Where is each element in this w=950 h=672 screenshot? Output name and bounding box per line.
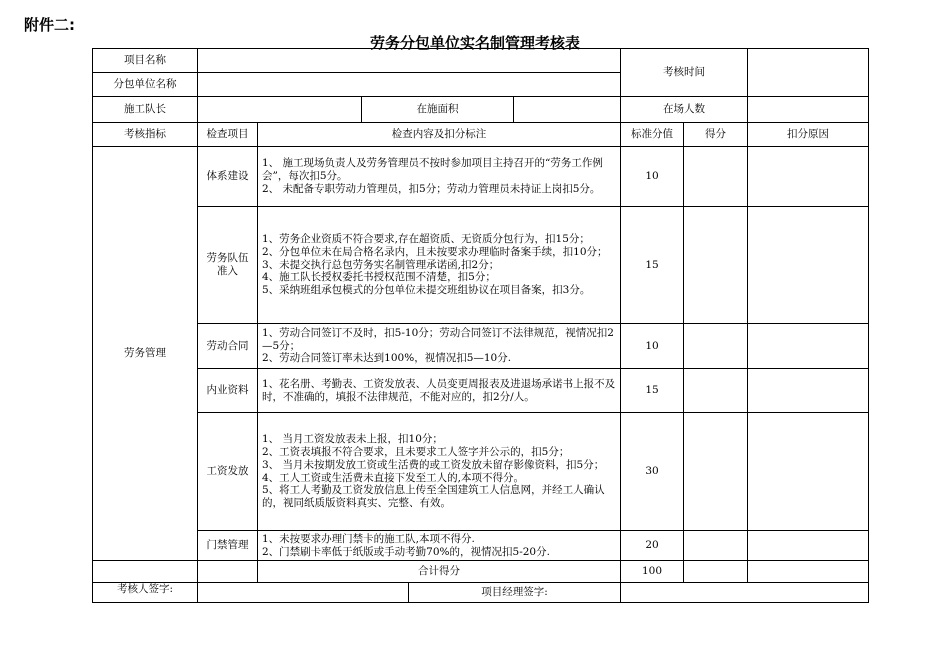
total-row xyxy=(93,561,869,583)
score-field[interactable] xyxy=(684,147,748,207)
col-reason: 扣分原因 xyxy=(748,123,869,147)
total-value: 100 xyxy=(621,561,684,583)
sub-unit-label: 分包单位名称 xyxy=(93,73,198,97)
content-line: 5、将工人考勤及工资发放信息上传至全国建筑工人信息网，并经工人确认的，视同纸质版资料真实、完整、有效。 xyxy=(262,484,605,510)
standard-cell: 30 xyxy=(621,413,684,531)
pm-sign-label: 项目经理签字: xyxy=(409,583,621,603)
content-line: 1、未按要求办理门禁卡的施工队,本项不得分. xyxy=(262,532,475,545)
content-cell xyxy=(258,531,621,561)
table-row xyxy=(93,324,869,369)
assess-time-label: 考核时间 xyxy=(621,49,748,97)
total-score-field[interactable] xyxy=(684,561,748,583)
content-line: 2、工资表填报不符合要求，且未要求工人签字并公示的，扣5分； xyxy=(262,445,570,458)
total-reason-field[interactable] xyxy=(748,561,869,583)
assessor-sign-label: 考核人签字: xyxy=(93,583,198,603)
content-line: 1、 当月工资发放表未上报，扣10分； xyxy=(262,433,443,446)
form-title: 劳务分包单位实名制管理考核表 xyxy=(369,34,580,52)
reason-field[interactable] xyxy=(748,147,869,207)
construction-area-field[interactable] xyxy=(514,97,621,123)
content-line: 2、分包单位未在局合格名录内，且未按要求办理临时备案手续，扣10分； xyxy=(262,245,608,258)
standard-cell: 20 xyxy=(621,531,684,561)
team-leader-label: 施工队长 xyxy=(93,97,198,123)
reason-field[interactable] xyxy=(748,324,869,369)
table-row xyxy=(93,413,869,531)
content-cell xyxy=(258,413,621,531)
reason-field[interactable] xyxy=(748,369,869,413)
content-line: 2、劳动合同签订率未达到100%，视情况扣5—10分. xyxy=(262,352,512,365)
content-line: 1、劳务企业资质不符合要求,存在超资质、无资质分包行为，扣15分； xyxy=(262,233,590,245)
project-name-label: 项目名称 xyxy=(93,49,198,73)
project-name-field[interactable] xyxy=(198,49,621,73)
total-blank xyxy=(93,561,198,583)
item-cell: 门禁管理 xyxy=(198,531,258,561)
score-field[interactable] xyxy=(684,531,748,561)
team-leader-field[interactable] xyxy=(198,97,362,123)
assess-time-field[interactable] xyxy=(748,49,869,97)
standard-cell: 10 xyxy=(621,324,684,369)
assessor-sign-field[interactable] xyxy=(198,583,409,603)
reason-field[interactable] xyxy=(748,207,869,324)
score-field[interactable] xyxy=(684,413,748,531)
content-line: 1、花名册、考勤表、工资发放表、人员变更周报表及进退场承诺书上报不及时，不准确的，填报不法律规范，不能对应的，扣2分/人。 xyxy=(262,377,616,403)
item-cell: 内业资料 xyxy=(198,369,258,413)
item-cell: 工资发放 xyxy=(198,413,258,531)
construction-area-label: 在施面积 xyxy=(362,97,514,123)
item-cell: 劳务队伍准入 xyxy=(198,207,258,324)
signature-row xyxy=(93,583,869,603)
table-row xyxy=(93,369,869,413)
onsite-count-label: 在场人数 xyxy=(621,97,748,123)
standard-cell: 10 xyxy=(621,147,684,207)
content-cell xyxy=(258,369,621,413)
content-cell xyxy=(258,207,621,324)
table-row xyxy=(93,147,869,207)
score-field[interactable] xyxy=(684,324,748,369)
content-line: 1、 施工现场负责人及劳务管理员不按时参加项目主持召开的“劳务工作例会”，每次扣5分。 xyxy=(262,157,603,183)
indicator-cell: 劳务管理 xyxy=(93,147,198,561)
content-line: 4、施工队长授权委托书授权范围不清楚，扣5分； xyxy=(262,271,496,284)
total-blank xyxy=(198,561,258,583)
total-label: 合计得分 xyxy=(258,561,621,583)
col-indicator: 考核指标 xyxy=(93,123,198,147)
standard-cell: 15 xyxy=(621,207,684,324)
content-line: 4、工人工资或生活费未直接下发至工人的,本项不得分。 xyxy=(262,471,525,484)
sub-unit-field[interactable] xyxy=(198,73,621,97)
content-line: 3、未提交执行总包劳务实名制管理承诺函,扣2分； xyxy=(262,258,500,271)
content-line: 3、 当月未按期发放工资或生活费的或工资发放未留存影像资料，扣5分； xyxy=(262,458,605,471)
col-standard: 标准分值 xyxy=(621,123,684,147)
reason-field[interactable] xyxy=(748,531,869,561)
col-score: 得分 xyxy=(684,123,748,147)
table-row xyxy=(93,207,869,324)
onsite-count-field[interactable] xyxy=(748,97,869,123)
pm-sign-field[interactable] xyxy=(621,583,869,603)
content-line: 1、劳动合同签订不及时，扣5-10分；劳动合同签订不法律规范，视情况扣2—5分； xyxy=(262,326,614,352)
attachment-label: 附件二: xyxy=(24,16,75,34)
reason-field[interactable] xyxy=(748,413,869,531)
content-line: 5、采纳班组承包模式的分包单位未提交班组协议在项目备案，扣3分。 xyxy=(262,284,591,297)
col-content: 检查内容及扣分标注 xyxy=(258,123,621,147)
col-item: 检查项目 xyxy=(198,123,258,147)
content-cell xyxy=(258,147,621,207)
content-line: 2、门禁刷卡率低于纸版或手动考勤70%的，视情况扣5-20分. xyxy=(262,545,550,558)
score-field[interactable] xyxy=(684,369,748,413)
assessment-table xyxy=(92,48,869,603)
item-cell: 体系建设 xyxy=(198,147,258,207)
content-cell xyxy=(258,324,621,369)
score-field[interactable] xyxy=(684,207,748,324)
table-row xyxy=(93,531,869,561)
content-line: 2、 未配备专职劳动力管理员，扣5分；劳动力管理员未持证上岗扣5分。 xyxy=(262,182,601,195)
standard-cell: 15 xyxy=(621,369,684,413)
item-cell: 劳动合同 xyxy=(198,324,258,369)
